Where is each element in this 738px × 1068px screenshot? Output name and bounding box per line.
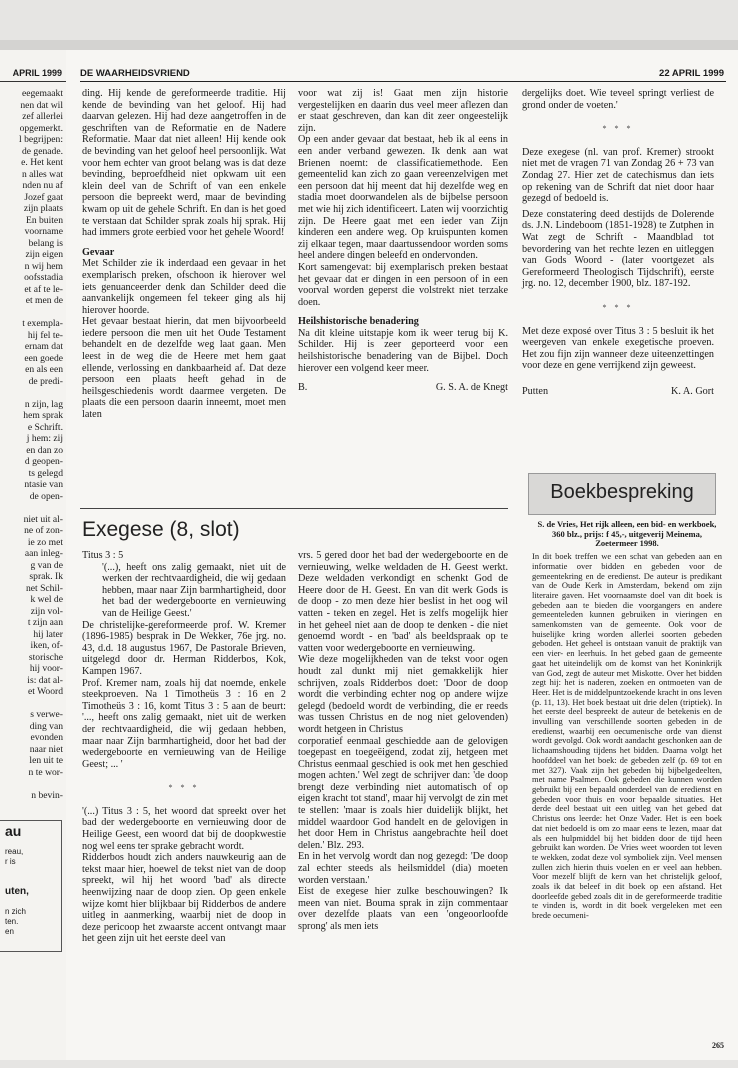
article1-column-1 xyxy=(82,88,286,421)
left-page-fragment: storische xyxy=(28,651,63,663)
left-page-fragment: e Schrift. xyxy=(27,421,63,433)
paragraph: Met Schilder zie ik inderdaad een gevaar in het exemplarisch preken, ofschoon ik hierover wel iets genuanceerder denk dan Schilder deed die aanvankelijk ongemeen fel tekeer ging als hij hierover hoorde. xyxy=(82,258,286,316)
article1-column-3 xyxy=(522,88,714,397)
left-header-rule xyxy=(0,81,66,82)
left-page-fragment: e. Het kent xyxy=(21,157,63,168)
left-page-fragment: n wij hem xyxy=(24,260,63,272)
left-page-fragment: en dan zo xyxy=(26,444,63,456)
left-page-fragment: nen dat wil xyxy=(20,99,63,111)
paragraph: De christelijke-gereformeerde prof. W. Kremer (1896-1985) besprak in De Wekker, 76e jrg. no. 43, d.d. 18 augustus 1967, De Pastorale Brieven, uitgelegd door dr. Herman Ridderbos, Kok, Kampen 1967. xyxy=(82,619,286,677)
signature-author: G. S. A. de Knegt xyxy=(435,382,508,394)
left-page-fragment: hij fel te- xyxy=(27,329,63,341)
left-page-fragment: En buiten xyxy=(25,214,63,226)
signature-author: K. A. Gort xyxy=(670,385,714,397)
paragraph: En in het vervolg wordt dan nog gezegd: 'De doop zal echter steeds als heilsmiddel (dia) moeten worden verstaan.' xyxy=(298,851,508,886)
left-page-fragment: ts gelegd xyxy=(28,467,63,479)
paragraph: Ridderbos houdt zich anders nauwkeurig aan de tekst maar hier, hoewel de tekst niet van de doop spreekt, wil hij het woord 'bad' als directe heenwijzing naar de doop zien. Op geen enkele wijze komt hier blijkbaar bij Ridderbos de andere uitleg in aanmerking, waarbij niet de doop in deze pericoop het zwaarste accent ontvangt maar het geen zijn uit het eerste deel van xyxy=(82,852,286,945)
left-page-fragment: k wel de xyxy=(30,594,63,605)
left-page-fragment: j hem: zij xyxy=(26,433,63,444)
left-page-fragment: et Woord xyxy=(27,686,63,697)
left-page-fragment: n bevin- xyxy=(31,789,63,801)
subheading-gevaar: Gevaar xyxy=(82,246,115,258)
left-box-fragment: uten, xyxy=(5,886,29,897)
left-box-fragment: n zich xyxy=(5,907,26,916)
section-separator: * * * xyxy=(168,783,200,793)
section-separator: * * * xyxy=(602,124,634,134)
left-page-fragment: nden nu af xyxy=(22,180,63,191)
paragraph: Met deze exposé over Titus 3 : 5 besluit ik het weergeven van enkele exegetische proeven. Het zou fijn zijn wanneer deze uiteenzettingen voor deze en gene verrijkend zijn geweest. xyxy=(522,325,714,372)
paragraph: voor wat zij is! Gaat men zijn historie vergestelijken en daarin dus veel meer aflezen dan er staat geschreven, dan kan dit zeer ongeestelijk zijn. xyxy=(298,88,508,134)
left-page-fragment: naar niet xyxy=(29,743,63,755)
paragraph: ding. Hij kende de gereformeerde traditie. Hij kende de bevinding van het geloof. Hij had daarvan gelezen. Hij had deze aangetroffen in de geschriften van de Reformatie en de Nadere Reformatie. Maar dat niet alleen! Hij kende ook de bevinding van het geloof heel persoonlijk. Wat voor hem echter van groot belang was is dat deze bevinding, beproefdheid niet opkwam uit een klein deel van de Schrift of van een enkele persoon die bepreekt werd, maar de bevinding kwam op uit de gehele Schrift. En dan is het goed te verstaan dat Schilder sprak zoals hij sprak. Hij had immers grote eerbied voor het gehele Woord! xyxy=(82,88,286,239)
left-page-fragment: voorname xyxy=(24,226,63,237)
signature xyxy=(522,386,714,398)
left-box-fragment: reau, xyxy=(5,847,24,856)
left-page-edge xyxy=(0,50,67,1060)
left-page-fragment: evonden xyxy=(30,732,63,743)
signature xyxy=(298,382,508,394)
left-page-fragment: opgemerkt. xyxy=(19,122,63,134)
left-page-fragment: len uit te xyxy=(29,755,63,766)
left-page-fragment: de open- xyxy=(29,490,63,502)
left-page-box xyxy=(0,820,62,952)
left-page-fragment: is: dat al- xyxy=(27,674,63,686)
paragraph: Wie deze mogelijkheden van de tekst voor ogen houdt zal dunkt mij niet gemakkelijk hier schrijven, zoals Ridderbos doet: 'Door de doop wordt die verbinding echter nog op andere wijze gelegd (bedoeld wordt de verbinding, die er reeds was tussen Christus en de nog niet gelovenden) wordt hetgeen in Christus xyxy=(298,654,508,735)
paragraph: Titus 3 : 5 xyxy=(82,550,124,561)
article2-column-1 xyxy=(82,550,286,945)
quote: '(...), heeft ons zalig gemaakt, niet uit de werken der rechtvaardigheid, die wij gedaan hebben, maar naar Zijn barmhartigheid, door het bad der wedergeboorte en vernieuwing van de Heilige Geest.' xyxy=(102,561,286,619)
book-review xyxy=(532,520,722,921)
left-page-header: APRIL 1999 xyxy=(12,68,62,78)
paragraph: Op een ander gevaar dat bestaat, heb ik al eens in een ander verband gewezen. Ik denk aan wat Brienen noemt: de classificatiemethode. Een gemeentelid kan zich zo gaan vereenzelvigen met een persoon dat hij meent dat hij dezelfde weg en stadia moet doorwandelen als de bijbelse persoon met wie hij zich identificeert. Laten wij voorzichtig zijn. De Heere gaat met een ieder van Zijn kinderen een andere weg. Op kruispunten komen zij elkaar tegen, maar daartussendoor worden soms heel andere dingen beleefd en ondervonden. xyxy=(298,134,508,262)
left-page-fragment: ding van xyxy=(29,720,63,732)
left-page-fragment: hem sprak xyxy=(23,410,63,421)
left-page-fragment: hij later xyxy=(33,628,63,640)
left-box-fragment: r is xyxy=(5,857,16,866)
left-page-fragment: zijn plaats xyxy=(23,203,63,214)
left-box-fragment: ten. xyxy=(5,917,19,926)
left-page-fragment: de predi- xyxy=(28,375,63,387)
left-box-fragment: au xyxy=(5,823,22,839)
left-page-fragment: et men de xyxy=(25,295,63,306)
paragraph: Deze exegese (nl. van prof. Kremer) strookt niet met de vragen 71 van Zondag 26 + 73 van Zondag 27. Hier zet de catechismus dan iets op rekening van de Schrift dat niet door haar gezegd of bedoeld is. xyxy=(522,146,714,205)
article2-column-2 xyxy=(298,550,508,933)
paragraph: Prof. Kremer nam, zoals hij dat noemde, enkele steekproeven. Na 1 Timotheüs 3 : 16 en 2 Timotheüs 3 : 16, komt Titus 3 : 5 aan de beurt: '..., heeft ons zalig gemaakt, niet uit de werken der rechtvaardigheid, die wij gedaan hebben, maar naar Zijn barmhartigheid, door het bad der wedergeboorte en vernieuwing van de Heilige Geest; ... ' xyxy=(82,677,286,770)
signature-place: Putten xyxy=(522,385,549,397)
left-page-fragment: s verwe- xyxy=(30,709,63,720)
section-separator: * * * xyxy=(602,302,634,312)
magazine-page xyxy=(66,50,738,1060)
left-page-fragment: zef allerlei xyxy=(22,111,63,122)
left-page-fragment: ernam dat xyxy=(24,341,63,352)
left-page-fragment: zijn vol- xyxy=(30,605,63,617)
publication-name: DE WAARHEIDSVRIEND xyxy=(80,68,190,79)
left-page-fragment: ntasie van xyxy=(24,479,63,490)
paragraph: vrs. 5 gered door het bad der wedergeboorte en de vernieuwing, welke weldaden de H. Geest werkt. Deze weldaden verkondigt en schenkt God de Heere door de H. Geest. En van dit werk Gods is de doop - zo men deze hier beslist in het oog wil vatten - teken en zegel. Het is zelfs mogelijk hier in het geheel niet aan de doop te denken - die niet genoemd wordt - en 'bad' als beeldspraak op te vatten voor wedergeboorte en vernieuwing. xyxy=(298,550,508,654)
article-divider xyxy=(80,508,508,509)
paragraph: '(...) Titus 3 : 5, het woord dat spreekt over het bad der wedergeboorte en vernieuwing door de Heilige Geest, een woord dat bij de doopkwestie nog wel eens ter sprake gebracht wordt. xyxy=(82,805,286,852)
left-page-fragment: ne of zon- xyxy=(24,525,63,536)
left-page-fragment: zijn eigen xyxy=(25,249,63,260)
paragraph: Na dit kleine uitstapje kom ik weer terug bij K. Schilder. Hij is zeer geporteerd voor een heilshistorische benadering van de Bijbel. Doch hierover een volgend keer meer. xyxy=(298,327,508,374)
review-section-title: Boekbespreking xyxy=(550,481,694,503)
review-heading: S. de Vries, Het rijk alleen, een bid- en werkboek, 360 blz., prijs: f 45,-, uitgeverij Meinema, Zoetermeer 1998. xyxy=(537,519,717,549)
paragraph: Kort samengevat: bij exemplarisch preken bestaat het gevaar dat er dingen in een persoon of in een voorval worden geperst die volstrekt niet terzake doen. xyxy=(298,261,508,308)
paragraph: corporatief eenmaal geschiedde aan de gelovigen toegepast en toegeëigend, zodat zij, hetgeen met Christus eenmaal geschied is ook met hen geschied mogen achten.' Wel zegt de schrijver dan: 'de doop brengt deze verbinding niet automatisch of op eigen kracht tot stand', maar hij vervolgt de zin met te stellen: 'maar is zoals hier duidelijk blijkt, het middel waardoor God handelt en de gelovigen in het door Hem in Christus aangebrachte heil doet delen.' Blz. 293. xyxy=(298,735,508,851)
left-page-fragment: niet uit al- xyxy=(23,513,63,525)
review-body: In dit boek treffen we een schat van gebeden aan en informatie over bidden en gebeden voor de gemeentekring en de eredienst. De auteur is predikant van de Oude Kerk in Amsterdam, bekend om zijn literaire gaven. Het voornaamste doel van dit boek is gebeden aan te bieden die voorgangers en andere gemeenteleden kunnen gebruiken in vieringen en samenkomsten van de gemeente. Ook voor de huiselijke kring worden allerlei soorten gebeden geboden. Het geheel is ontstaan vanuit de praktijk van een vier- en leerhuis. In het gebed gaan de gemeente gaat het uiteindelijk om de komst van het Koninkrijk van God, zegt de auteur met Miskotte. Over het bidden zegt hij: het is naderen, zoeken en ontmoeten van de Heer. Het is de middelpuntzoekende kracht in ons leven (p. 11, 13). Het boek bestaat uit drie delen (triptiek). In het eerste deel bespreekt de auteur de betekenis en de invulling van verschillende soorten gebeden in de eredienst, waarbij een oecumenische orde van dienst wordt gevolgd. Ook wordt aandacht geschonken aan de lichaamshouding tijdens het bidden. Daarna volgt het hoofddeel van het boek: de gebeden zelf (p. 69 tot en met 327). Vaak zijn het gebeden bij bijbelgedeelten, met name Psalmen. Ook gebeden die kunnen worden gebruikt bij een bepaald onderdeel van de eredienst en gebeden voor thuis en voor bepaalde situaties. Het derde deel bestaat uit een uitleg van het gebed dat Christus ons leerde: het Onze Vader. Het is een boek dat niet bedoeld is om zo maar eens te lezen, maar dat als een hulpmiddel bij het bidden door de tijd heen gebruikt kan worden. De Vries weet woorden tot leven te wekken, zodat deze vol symboliek zijn. Veel mensen zullen zich hierin thuis voelen en er veel aan hebben. Voor mezelf blijft de kern van het christelijk geloof, zoals ik dat beleef in dit boek op een afstand. Het doorleefde gebed zoals dit in de gereformeerde traditie te vinden is, wordt in dit boek vergeleken met een brede oecumeni- xyxy=(532,551,723,921)
left-box-fragment: en xyxy=(5,927,14,936)
page-number: 265 xyxy=(712,1041,724,1050)
article1-column-2 xyxy=(298,88,508,394)
paragraph: Het gevaar bestaat hierin, dat men bijvoorbeeld iedere persoon die men uit het Oude Testament behandelt en de dezelfde weg laat gaan. Men leest in de weg die de Heere met hem gaat ellende, verlossing en dankbaarheid af. Dat deze persoon een plaats heeft gehad in de heilsgeschiedenis wordt daarmee vergeten. De plaats die een persoon daarin inneemt, moet men laten xyxy=(82,316,286,421)
article2-title: Exegese (8, slot) xyxy=(82,518,240,541)
left-page-fragment: et af te le- xyxy=(24,283,63,295)
left-page-fragment: iken, of- xyxy=(30,640,63,651)
left-page-fragment: t zijn aan xyxy=(27,617,63,628)
left-page-fragment: eegemaakt xyxy=(21,88,63,99)
left-page-fragment: n alles wat xyxy=(21,168,63,180)
paragraph: Deze constatering deed destijds de Dolerende ds. J.N. Lindeboom (1851-1928) te Zutphen in Wat zegt de Schrift - Maandblad tot bevordering van het rechte lezen en uitleggen van Gods Woord - (later voortgezet als Gereformeerd Theologisch Tijdschrift), eerste jrg. no. 12, december 1900, blz. 187-192. xyxy=(522,208,714,290)
left-page-fragment: een goede xyxy=(24,352,63,364)
left-page-fragment: n zijn, lag xyxy=(24,398,63,410)
issue-date: 22 APRIL 1999 xyxy=(659,68,724,79)
left-page-fragment: hij voor- xyxy=(29,663,63,674)
paragraph: Eist de exegese hier zulke beschouwingen? Ik meen van niet. Bouma sprak in zijn commentaar over dezelfde plaats van een 'ongeoorloofde sprong' als men iets xyxy=(298,886,508,932)
left-page-fragment: Jozef gaat xyxy=(24,191,63,203)
left-page-fragment: belang is xyxy=(28,237,63,249)
left-page-fragment: ie zo met xyxy=(27,536,63,548)
left-page-fragment: de genade. xyxy=(21,145,63,157)
left-page-fragment: en als een xyxy=(25,364,63,375)
left-page-fragment: aan inleg- xyxy=(24,548,63,559)
left-page-fragment: g van de xyxy=(30,559,63,571)
header-rule xyxy=(80,81,726,82)
left-page-fragment: t exempla- xyxy=(22,318,63,329)
subheading-heilshistorische: Heilshistorische benadering xyxy=(298,316,419,328)
left-page-fragment: l begrijpen: xyxy=(19,134,63,145)
signature-initial: B. xyxy=(298,382,308,394)
left-page-fragment: sprak. Ik xyxy=(29,571,63,582)
left-page-fragment: net Schil- xyxy=(25,582,63,594)
left-page-fragment: oofsstadia xyxy=(24,272,63,283)
paragraph: dergelijks doet. Wie teveel springt verliest de grond onder de voeten.' xyxy=(522,88,714,111)
left-page-fragment: n te wor- xyxy=(28,766,63,778)
left-page-fragment: d geopen- xyxy=(24,456,63,467)
review-section-banner xyxy=(528,473,716,515)
